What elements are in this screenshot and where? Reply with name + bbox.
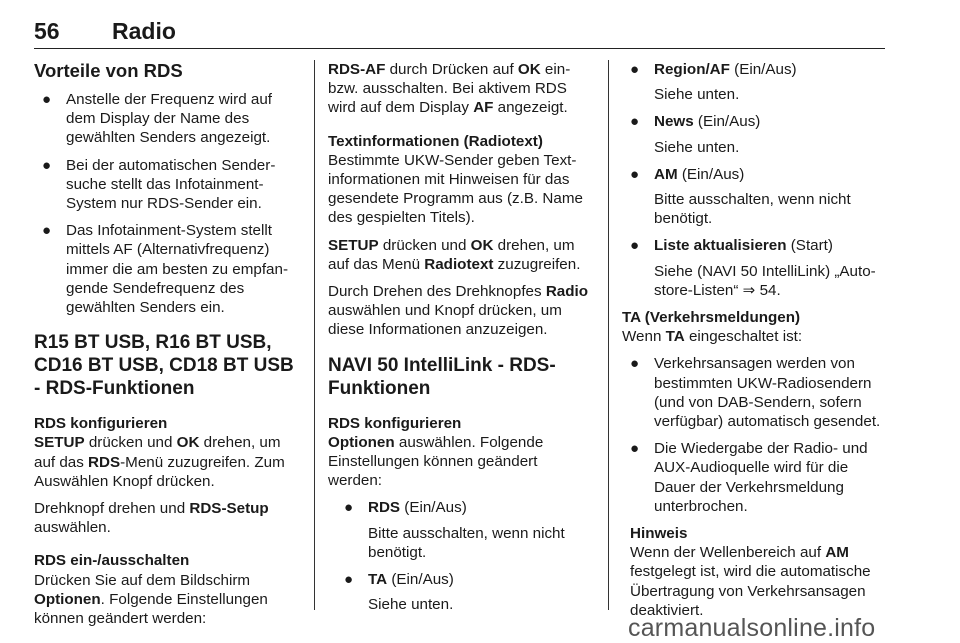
bullet-icon: ● — [630, 113, 640, 131]
option-list — [622, 60, 887, 300]
list-item: ● Region/AF (Ein/Aus) Siehe unten. — [630, 61, 797, 104]
bullet-icon: ● — [344, 571, 354, 589]
bullet-list — [34, 90, 300, 317]
bullet-icon: ● — [630, 61, 640, 78]
bullet-icon: ● — [630, 355, 640, 373]
column-divider — [608, 60, 609, 610]
bullet-icon: ● — [630, 165, 640, 183]
paragraph-block — [34, 551, 300, 628]
page-number: 56 — [34, 18, 60, 44]
section-heading: Vorteile von RDS — [34, 60, 183, 81]
column-1 — [34, 60, 300, 636]
list-item: ● Liste aktualisieren (Start) Siehe (NAVI 50 IntelliLink) „Auto-store-Listen“ ⇒ 54. — [630, 237, 876, 299]
list-item: ● Anstelle der Frequenz wird auf dem Display der Name des gewählten Senders angezeigt. — [42, 91, 272, 147]
column-3 — [622, 60, 887, 628]
list-item: ● Verkehrsansagen werden von bestimmten UKW-Radiosendern (und von DAB-Sendern, sofern verfügbar) automatisch gesendet. — [630, 355, 881, 431]
bullet-icon: ● — [42, 222, 52, 240]
bullet-icon: ● — [42, 91, 52, 108]
paragraph: Drücken Sie auf dem Bildschirm Optionen. Folgende Einstellungen können geändert werden: — [34, 571, 268, 628]
bullet-icon: ● — [630, 440, 640, 458]
subheading: RDS ein-/ausschalten — [34, 552, 190, 570]
paragraph: RDS-AF durch Drücken auf OK ein- bzw. ausschalten. Bei aktivem RDS wird auf dem Display AF angezeigt. — [328, 61, 571, 117]
list-item: ● Die Wiedergabe der Radio- und AUX-Audioquelle wird für die Dauer der Verkehrsmeldung unterbrochen. — [630, 440, 868, 515]
paragraph: SETUP drücken und OK drehen, um auf das Menü Radiotext zuzugreifen. — [328, 236, 581, 273]
paragraph: Drehknopf drehen und RDS-Setup auswählen. — [34, 500, 269, 537]
subheading: Textinformationen (Radiotext) — [328, 132, 543, 150]
bullet-icon: ● — [42, 156, 52, 174]
subheading: RDS konfigurieren — [34, 415, 168, 433]
section-heading: R15 BT USB, R16 BT USB, CD16 BT USB, CD18 BT USB - RDS-Funktionen — [34, 332, 294, 400]
page-header — [34, 8, 885, 49]
note-box — [630, 524, 887, 620]
list-item: ● News (Ein/Aus) Siehe unten. — [630, 113, 761, 156]
list-item: ● AM (Ein/Aus) Bitte ausschalten, wenn nicht benötigt. — [630, 165, 851, 228]
watermark: carmanualsonline.info — [628, 614, 876, 642]
note-title: Hinweis — [630, 525, 688, 543]
option-list — [336, 498, 594, 614]
note-text: Wenn der Wellenbereich auf AM festgelegt ist, wird die automatische Übertragung von Verkehrsansagen deaktiviert. — [630, 544, 871, 619]
paragraph: Bestimmte UKW-Sender geben Textinformationen mit Hinweisen für das gesendete Programm aus (z.B. Name des gespielten Titels). — [328, 151, 583, 227]
paragraph: Optionen auswählen. Folgende Einstellungen können geändert werden: — [328, 433, 544, 490]
bullet-list — [622, 354, 887, 516]
paragraph: Wenn TA eingeschaltet ist: — [622, 328, 803, 346]
bullet-icon: ● — [344, 499, 354, 517]
column-divider — [314, 60, 315, 610]
paragraph: SETUP drücken und OK drehen, um auf das RDS-Menü zuzugreifen. Zum Auswählen Knopf drücken. — [34, 434, 285, 490]
list-item: ● RDS (Ein/Aus) Bitte ausschalten, wenn nicht benötigt. — [344, 499, 565, 561]
paragraph: Durch Drehen des Drehknopfes Radio auswählen und Knopf drücken, um diese Informationen anzuzeigen. — [328, 283, 589, 339]
subheading: TA (Verkehrsmeldungen) — [622, 309, 801, 327]
subheading: RDS konfigurieren — [328, 414, 462, 432]
page-title: Radio — [112, 18, 176, 44]
paragraph-block — [34, 414, 300, 537]
list-item: ● Bei der automatischen Sendersuche stellt das Infotainment-System nur RDS-Sender ein. — [42, 156, 276, 213]
list-item: ● TA (Ein/Aus) Siehe unten. — [344, 571, 454, 614]
section-heading: NAVI 50 IntelliLink - RDS-Funktionen — [328, 354, 556, 399]
bullet-icon: ● — [630, 237, 640, 255]
column-2 — [328, 60, 594, 622]
list-item: ● Das Infotainment-System stellt mittels AF (Alternativfrequenz) immer die am besten zu empfangende Sendefrequenz des gewählten Senders ein. — [42, 222, 289, 317]
